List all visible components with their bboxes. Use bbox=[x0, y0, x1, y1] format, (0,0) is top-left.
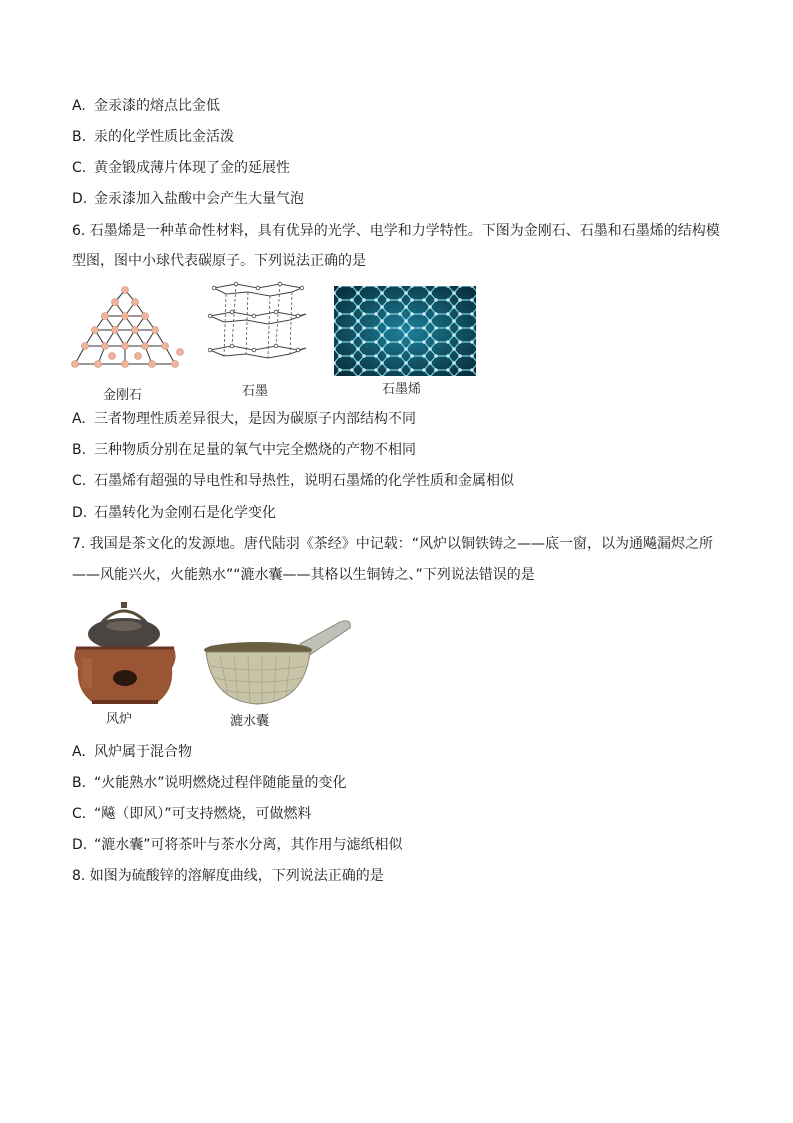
tea-stove-image bbox=[72, 598, 192, 710]
graphite-structure-image bbox=[206, 280, 310, 374]
q7-stem-line2: ——风能兴火，火能熟水”“漉水囊——其格以生铜铸之、”下列说法错误的是 bbox=[72, 567, 535, 583]
water-strainer-image bbox=[200, 616, 356, 712]
option-letter: A. bbox=[72, 411, 86, 427]
diamond-caption: 金刚石 bbox=[103, 388, 143, 403]
option-letter: A. bbox=[72, 744, 86, 760]
graphite-caption: 石墨 bbox=[242, 384, 269, 399]
q5-option-b bbox=[72, 127, 234, 147]
graphene-caption: 石墨烯 bbox=[382, 382, 422, 397]
option-text: 石墨烯有超强的导电性和导热性，说明石墨烯的化学性质和金属相似 bbox=[94, 473, 514, 489]
strainer-caption: 漉水囊 bbox=[230, 714, 270, 729]
option-letter: D. bbox=[72, 505, 88, 521]
option-text: 石墨转化为金刚石是化学变化 bbox=[94, 505, 276, 521]
option-text: 风炉属于混合物 bbox=[94, 744, 192, 760]
diamond-structure-image bbox=[70, 282, 190, 382]
option-text: 三者物理性质差异很大，是因为碳原子内部结构不同 bbox=[94, 411, 416, 427]
option-text: 三种物质分别在足量的氧气中完全燃烧的产物不相同 bbox=[94, 442, 416, 458]
q6-option-d bbox=[72, 503, 276, 523]
q5-option-a bbox=[72, 96, 220, 116]
tea-stove-figure bbox=[72, 598, 192, 710]
q6-option-c bbox=[72, 471, 514, 491]
water-strainer-figure bbox=[200, 616, 356, 712]
option-letter: D. bbox=[72, 191, 88, 207]
option-text: 金汞漆加入盐酸中会产生大量气泡 bbox=[94, 191, 304, 207]
graphene-structure-image bbox=[334, 286, 476, 376]
q7-option-c bbox=[72, 804, 312, 824]
graphite-structure-figure bbox=[206, 280, 310, 374]
option-letter: D. bbox=[72, 837, 88, 853]
option-text: “漉水囊”可将茶叶与茶水分离，其作用与滤纸相似 bbox=[94, 837, 403, 853]
option-text: 汞的化学性质比金活泼 bbox=[94, 129, 234, 145]
q7-option-d bbox=[72, 835, 403, 855]
option-letter: B. bbox=[72, 129, 87, 145]
option-text: 黄金锻成薄片体现了金的延展性 bbox=[94, 160, 290, 176]
q6-option-a bbox=[72, 409, 416, 429]
q6-stem-line2: 型图，图中小球代表碳原子。下列说法正确的是 bbox=[72, 253, 366, 269]
q8-stem: 8. 如图为硫酸锌的溶解度曲线，下列说法正确的是 bbox=[72, 868, 384, 884]
option-text: “火能熟水”说明燃烧过程伴随能量的变化 bbox=[94, 775, 347, 791]
option-letter: C. bbox=[72, 473, 87, 489]
graphene-structure-figure bbox=[334, 286, 476, 376]
diamond-structure-figure bbox=[70, 282, 190, 400]
option-letter: B. bbox=[72, 442, 87, 458]
option-text: “飚（即风）”可支持燃烧，可做燃料 bbox=[94, 806, 312, 822]
q5-option-d bbox=[72, 189, 304, 209]
q5-option-c bbox=[72, 158, 290, 178]
q7-stem-line1: 7. 我国是茶文化的发源地。唐代陆羽《茶经》中记载：“风炉以铜铁铸之——底一窗，以为通飚漏烬之所 bbox=[72, 536, 714, 552]
option-letter: B. bbox=[72, 775, 87, 791]
stove-caption: 风炉 bbox=[106, 712, 133, 727]
option-letter: A. bbox=[72, 98, 86, 114]
option-letter: C. bbox=[72, 160, 87, 176]
q6-stem-line1: 6. 石墨烯是一种革命性材料，具有优异的光学、电学和力学特性。下图为金刚石、石墨和石墨烯的结构模 bbox=[72, 223, 720, 239]
option-text: 金汞漆的熔点比金低 bbox=[94, 98, 220, 114]
q7-option-a bbox=[72, 742, 192, 762]
option-letter: C. bbox=[72, 806, 87, 822]
q6-option-b bbox=[72, 440, 416, 460]
q7-option-b bbox=[72, 773, 347, 793]
